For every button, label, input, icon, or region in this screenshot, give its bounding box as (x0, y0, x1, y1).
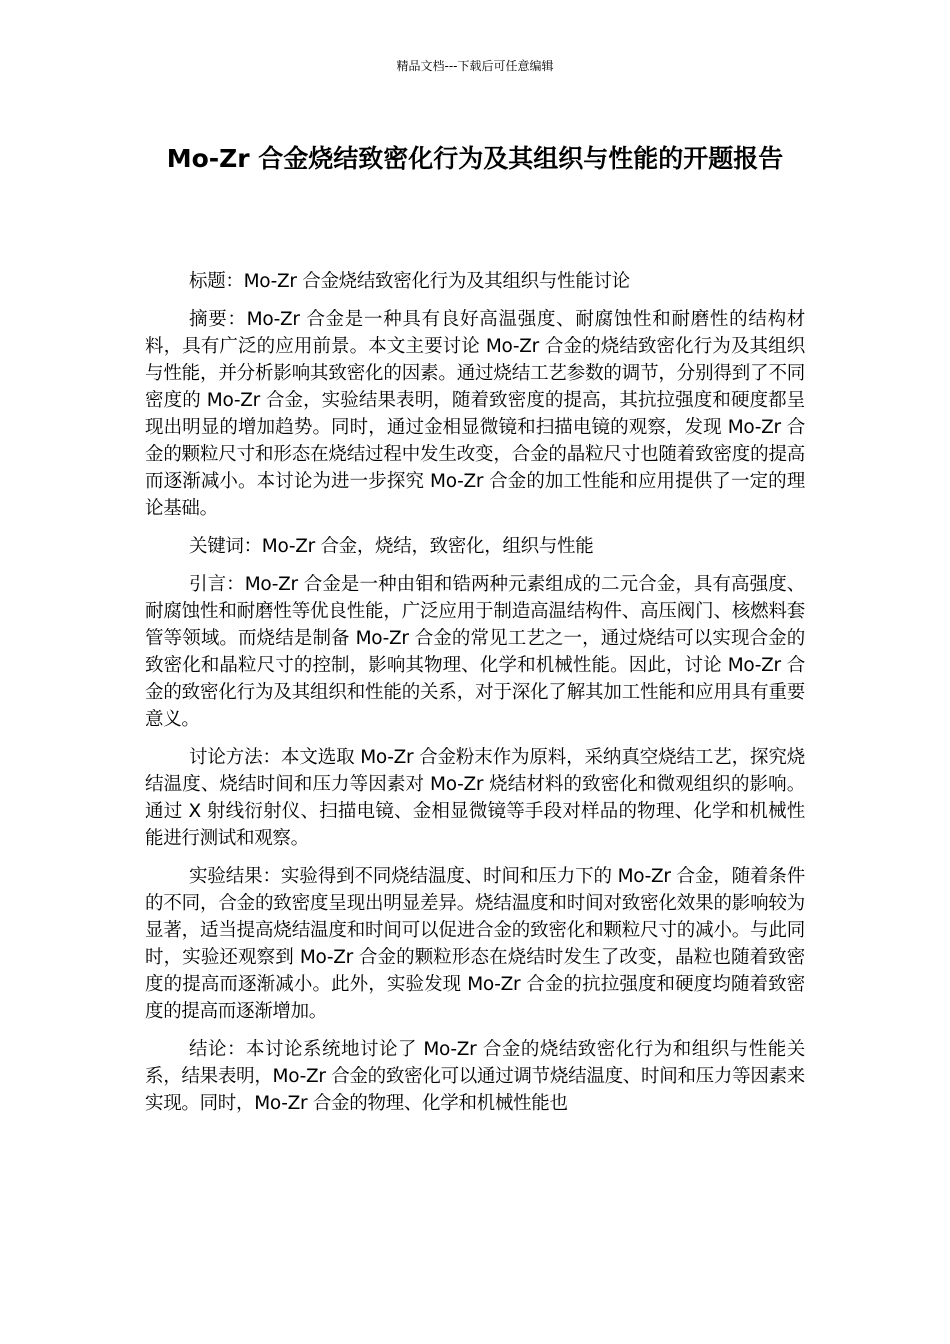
paragraph-results: 实验结果：实验得到不同烧结温度、时间和压力下的 Mo-Zr 合金，随着条件的不同，合金的致密度呈现出明显差异。烧结温度和时间对致密化效果的影响较为显著，适当提高烧结温度和时间可以促进合金的致密化和颗粒尺寸的减小。与此同时，实验还观察到 Mo-Zr 合金的颗粒形态在烧结时发生了改变，晶粒也随着致密度的提高而逐渐减小。此外，实验发现 Mo-Zr 合金的抗拉强度和硬度均随着致密度的提高而逐渐增加。 (145, 866, 805, 1022)
paragraph-introduction: 引言：Mo-Zr 合金是一种由钼和锆两种元素组成的二元合金，具有高强度、耐腐蚀性和耐磨性等优良性能，广泛应用于制造高温结构件、高压阀门、核燃料套管等领域。而烧结是制备 Mo-Zr 合金的常见工艺之一，通过烧结可以实现合金的致密化和晶粒尺寸的控制，影响其物理、化学和机械性能。因此，讨论 Mo-Zr 合金的致密化行为及其组织和性能的关系，对于深化了解其加工性能和应用具有重要意义。 (145, 574, 805, 730)
paragraph-methods: 讨论方法：本文选取 Mo-Zr 合金粉末作为原料，采纳真空烧结工艺，探究烧结温度、烧结时间和压力等因素对 Mo-Zr 烧结材料的致密化和微观组织的影响。通过 X 射线衍射仪、扫描电镜、金相显微镜等手段对样品的物理、化学和机械性能进行测试和观察。 (145, 747, 805, 849)
paragraph-heading: 标题：Mo-Zr 合金烧结致密化行为及其组织与性能讨论 (189, 271, 630, 292)
paragraph-abstract: 摘要：Mo-Zr 合金是一种具有良好高温强度、耐腐蚀性和耐磨性的结构材料，具有广泛的应用前景。本文主要讨论 Mo-Zr 合金的烧结致密化行为及其组织与性能，并分析影响其致密化的因素。通过烧结工艺参数的调节，分别得到了不同密度的 Mo-Zr 合金，实验结果表明，随着致密度的提高，其抗拉强度和硬度都呈现出明显的增加趋势。同时，通过金相显微镜和扫描电镜的观察，发现 Mo-Zr 合金的颗粒尺寸和形态在烧结过程中发生改变，合金的晶粒尺寸也随着致密度的提高而逐渐减小。本讨论为进一步探究 Mo-Zr 合金的加工性能和应用提供了一定的理论基础。 (145, 309, 805, 519)
paragraph-keywords: 关键词：Mo-Zr 合金，烧结，致密化，组织与性能 (189, 536, 594, 557)
document-body (145, 268, 805, 1128)
document-title: Mo-Zr 合金烧结致密化行为及其组织与性能的开题报告 (166, 144, 784, 173)
page-header: 精品文档---下载后可任意编辑 (396, 59, 554, 73)
paragraph-conclusion: 结论：本讨论系统地讨论了 Mo-Zr 合金的烧结致密化行为和组织与性能关系，结果表明，Mo-Zr 合金的致密化可以通过调节烧结温度、时间和压力等因素来实现。同时，Mo-Zr 合金的物理、化学和机械性能也 (145, 1039, 805, 1114)
